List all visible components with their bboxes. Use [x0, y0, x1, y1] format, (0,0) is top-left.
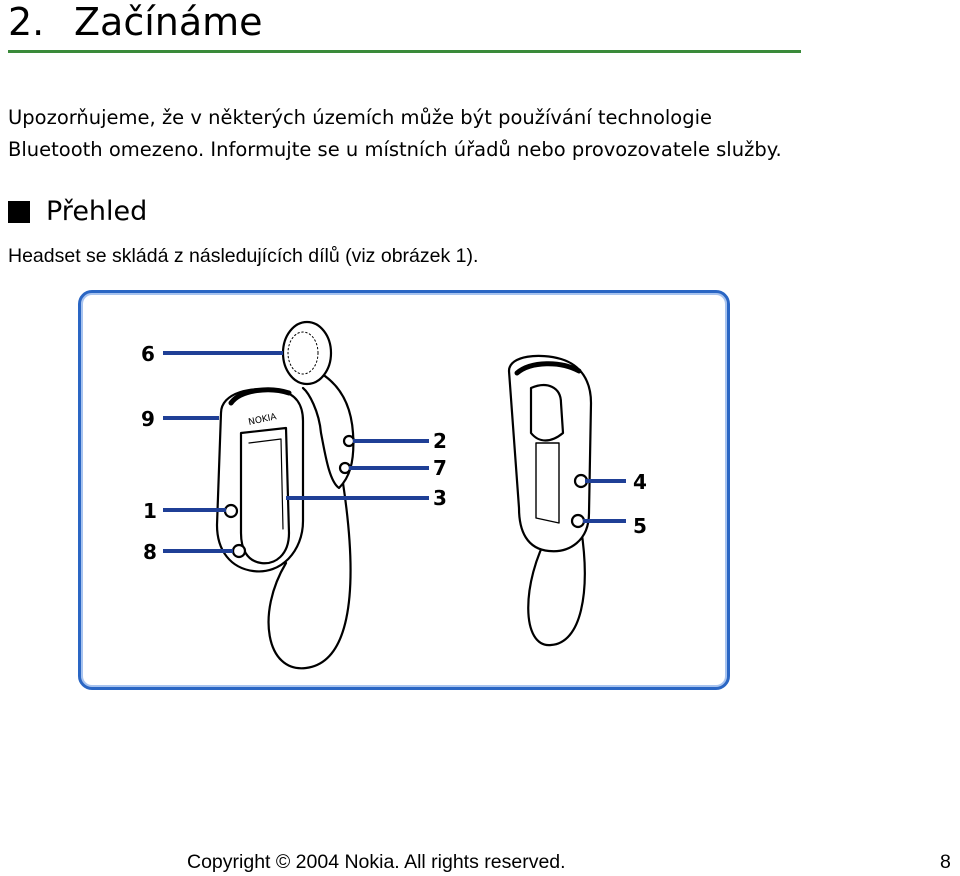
- svg-text:NOKIA: NOKIA: [247, 412, 278, 428]
- headset-illustration: [81, 293, 733, 693]
- chapter-number: 2.: [8, 0, 45, 44]
- square-bullet-icon: [8, 201, 30, 223]
- earpiece: [283, 322, 331, 384]
- copyright-footer: Copyright © 2004 Nokia. All rights reserved.: [187, 851, 566, 873]
- callout-1: 1: [143, 499, 157, 523]
- chapter-title: [8, 0, 263, 44]
- volume-key: [225, 505, 237, 517]
- callout-2: 2: [433, 429, 447, 453]
- chapter-rule: [8, 50, 801, 53]
- callout-3: 3: [433, 486, 447, 510]
- bluetooth-notice: Upozorňujeme, že v některých územích může být používání technologie Bluetooth omezeno. Informujte se u místních úřadů nebo provozovatele služby.: [8, 106, 782, 161]
- callout-9: 9: [141, 407, 155, 431]
- back-button-5: [572, 515, 584, 527]
- callout-5: 5: [633, 514, 647, 538]
- callout-6: 6: [141, 342, 155, 366]
- intro-text: Headset se skládá z následujících dílů (viz obrázek 1).: [8, 245, 479, 267]
- callout-4: 4: [633, 470, 647, 494]
- section-title: Přehled: [46, 196, 148, 227]
- chapter-title-text: Začínáme: [74, 0, 263, 44]
- headset-figure: [78, 290, 730, 690]
- page-number: 8: [940, 851, 951, 873]
- headset-front-view: [217, 322, 354, 668]
- callout-8: 8: [143, 540, 157, 564]
- charger-connector: [233, 545, 245, 557]
- callout-7: 7: [433, 456, 447, 480]
- section-heading: [8, 195, 147, 229]
- headset-back-view: [509, 356, 591, 645]
